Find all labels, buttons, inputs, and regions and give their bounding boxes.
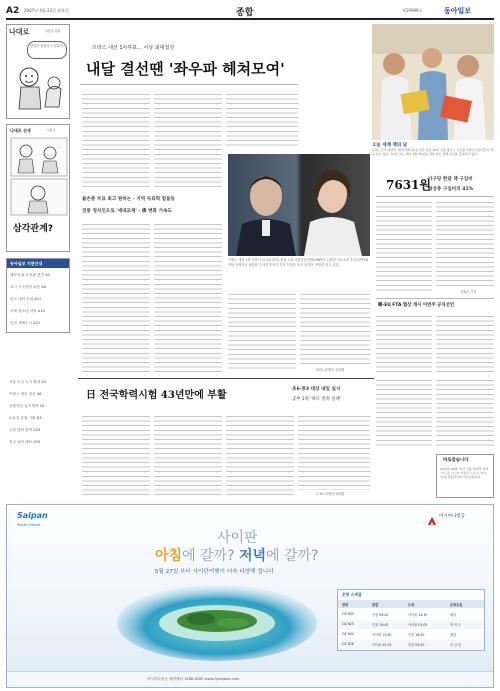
strip-drawing — [10, 137, 68, 217]
lead-body-col4 — [82, 222, 150, 372]
japan-side-2: 공부 1위 '따르 결정 실패' — [292, 397, 341, 402]
ad-footer-text: 아시아나항공 예약센터 1588-8000 www.flyasiana.com — [147, 677, 240, 681]
stat-number: 7631원 — [386, 178, 431, 192]
japan-body-col3 — [226, 414, 294, 496]
correction-text: 22일자 A9면 '한국 금융 대기업 전략' 기사 중 '○○○ 사장'은 '○○○ 부사장'의 잘못이기에 바로잡습니다. — [440, 467, 489, 480]
lead-photo — [228, 154, 370, 256]
table-row — [338, 610, 484, 619]
schedule-title: 운항 스케줄 — [342, 592, 362, 597]
cartoon-title: 나대로 — [9, 28, 30, 36]
book-day-photo — [372, 24, 494, 140]
japan-byline: 도쿄=서영아 특파원 — [316, 492, 345, 496]
fta-body-col1 — [376, 314, 432, 372]
politicians-photo — [228, 154, 370, 256]
lead-kicker: 프랑스 대선 1차투표… 사상 최대접전 — [92, 45, 175, 51]
correction-header: 바로잡습니다 — [443, 458, 469, 463]
table-row — [338, 640, 484, 649]
section-rule — [78, 378, 374, 379]
lead-body-col7 — [300, 292, 370, 366]
cartoon-drawing — [11, 61, 67, 117]
ad-morning: 아침 — [155, 548, 183, 564]
table-cell: OZ 626 — [342, 642, 354, 646]
stat-rule — [376, 196, 494, 197]
table-cell: 사이판 14:30 — [408, 613, 428, 617]
index-item[interactable]: 프랑스 대선 결선 A6 — [9, 392, 42, 396]
ad-panel — [6, 504, 494, 688]
ad-q2: 에 갈까? — [266, 548, 319, 564]
ad-q1: 에 갈까? — [182, 548, 239, 564]
right-body-col1 — [376, 378, 432, 448]
ad-brand-sub: Pacific Resort — [17, 523, 41, 527]
index-item[interactable]: 교사 시국선언 파문 A8 — [10, 285, 46, 289]
table-cell: 사이판 02:15 — [372, 643, 392, 647]
correction-box — [436, 454, 494, 498]
col-header: 운항요일 — [450, 603, 463, 607]
japan-side-1: 초6·중3 대상 내일 실시 — [292, 387, 341, 392]
table-cell: 인천 05:20 — [408, 643, 425, 647]
table-row — [338, 620, 484, 629]
index-item[interactable]: 재보선 D-3 막판 혼전 A4 — [10, 273, 50, 277]
lead-body-col5 — [154, 222, 222, 372]
lead-body-col2 — [154, 92, 222, 190]
ad-evening: 저녁 — [238, 548, 267, 564]
table-cell: 인천 18:40 — [408, 633, 425, 637]
table-cell: OZ 625 — [342, 622, 354, 626]
ad-headline-2 — [155, 545, 318, 565]
table-row — [338, 630, 484, 639]
lead-body-col1 — [82, 92, 150, 190]
index-item[interactable]: 토요일 증권 시황 B3 — [9, 416, 42, 420]
lead-subhead-2: 전통 정치인으로 '세대교체' - 佛 변화 가속도 — [82, 209, 172, 214]
fta-body-col2 — [436, 314, 494, 372]
fta-rule — [376, 298, 494, 299]
table-cell: 사이판 01:05 — [408, 623, 428, 627]
children-reading-photo — [372, 24, 494, 140]
book-day-caption: 유네스코가 지정한 '세계 책의 날'을 하루 앞둔 22일 서울 종로구 교보문고에서 어린이들이 책을 읽고 있다. 유네스코는 매년 4월 23일을 책의 날로 정해 독서를 장려하고 있다. — [372, 148, 494, 156]
index-header: 동아일보 지면안내 — [7, 259, 69, 268]
index-box — [6, 258, 70, 333]
japan-headline: 日 전국학력시험 43년만에 부활 — [86, 390, 227, 401]
index-box-secondary — [6, 380, 70, 450]
table-cell: OZ 603 — [342, 612, 354, 616]
lead-byline: 파리=송평인 특파원 — [316, 368, 345, 372]
lead-body-col6 — [228, 292, 296, 372]
stat-body-col1 — [376, 200, 432, 292]
schedule-table — [337, 589, 485, 651]
index-item[interactable]: 한국 대학 순위 A12 — [10, 297, 42, 301]
table-cell: 수·금·일 — [450, 643, 462, 647]
page-number: A2 — [6, 6, 20, 16]
comic-strip — [6, 124, 70, 252]
edition-number: 제19999호 — [402, 8, 423, 13]
book-day-caption-title: 오늘 세계 책의 날 — [372, 143, 408, 148]
stat-headline-1: 가구당 한달 책 구입비 — [428, 177, 473, 182]
airline-logo-icon — [427, 511, 437, 521]
lead-photo-caption: 프랑스 대선 1차 투표가 실시된 22일 집권 우파 대중운동연합(UMP)의 니콜라 사르코지 후보(왼쪽)와 야당 사회당의 세골렌 루아얄 후보가 각각 투표를 마친 뒤 밝은 표정을 짓고 있다. — [228, 258, 369, 267]
right-body-col2 — [436, 378, 494, 448]
stat-body-col2 — [436, 200, 494, 288]
table-cell: 화·목·토 — [450, 623, 462, 627]
table-cell: 매일 — [450, 633, 457, 637]
japan-body-col1 — [82, 414, 150, 496]
table-cell: 인천 09:20 — [372, 613, 389, 617]
island-photo — [117, 579, 317, 661]
japan-body-col2 — [154, 414, 222, 496]
section-title: 종합 — [236, 8, 254, 18]
cartoon-artist: 이홍우 만평 — [45, 29, 61, 33]
lead-subhead: 불손층 부표 최고 원하는 - 지역 득표력 힘들동 — [82, 197, 175, 202]
paper-logo: 동아일보 — [444, 7, 472, 15]
schedule-header-row — [338, 600, 484, 608]
table-cell: 인천 19:45 — [372, 623, 389, 627]
ad-footer-bar — [7, 671, 493, 687]
ad-brand: Saipan — [17, 511, 48, 520]
ad-headline-1: 사이판 — [217, 530, 258, 546]
col-header: 출발 — [372, 603, 379, 607]
index-item[interactable]: 국제 청소년 과학 A16 — [10, 309, 45, 313]
index-item[interactable]: 서울 도심 녹지 확대 A3 — [9, 380, 47, 384]
lead-rule — [80, 84, 298, 85]
stat-headline-2: 최상층 구입비의 41% — [428, 187, 474, 192]
fta-headline: 韓-EU FTA 협상 개시 이번주 공식선언 — [378, 303, 455, 308]
japan-body-col4 — [298, 414, 370, 490]
index-item[interactable]: 인천 세계도시 A22 — [10, 321, 41, 325]
table-cell: 사이판 15:30 — [372, 633, 392, 637]
lead-headline: 내달 결선땐 '좌우파 헤쳐모여' — [86, 60, 285, 78]
table-cell: 매일 — [450, 613, 457, 617]
airline-name: 아시아나항공 — [439, 514, 466, 519]
table-cell: OZ 604 — [342, 632, 354, 636]
masthead-rule — [6, 18, 494, 20]
ad-tagline: 5월 27일 부터 사이판여행이 더욱 다양해 집니다 — [155, 569, 274, 575]
strip-caption: 삼각관계? — [13, 224, 53, 234]
col-header: 편명 — [342, 603, 349, 607]
strip-title: 나대로 선생 — [10, 128, 31, 133]
speech-text: 한달간 돌았더니 힘들어 — [30, 44, 63, 48]
strip-author: 이홍우 — [47, 128, 56, 132]
index-item[interactable]: 전국 날씨 예보 A33 — [9, 440, 41, 444]
stat-byline: 김현수 기자 — [460, 290, 477, 294]
index-item[interactable]: 주말 영화 관객 A24 — [9, 428, 41, 432]
issue-date: 2007년 4월 23일 월요일 — [24, 8, 69, 13]
col-header: 도착 — [408, 603, 415, 607]
lead-body-col3 — [226, 92, 298, 148]
speech-bubble — [27, 41, 67, 59]
index-item[interactable]: 상장기업 실적 발표 B1 — [9, 404, 45, 408]
cartoon-panel — [6, 24, 70, 119]
